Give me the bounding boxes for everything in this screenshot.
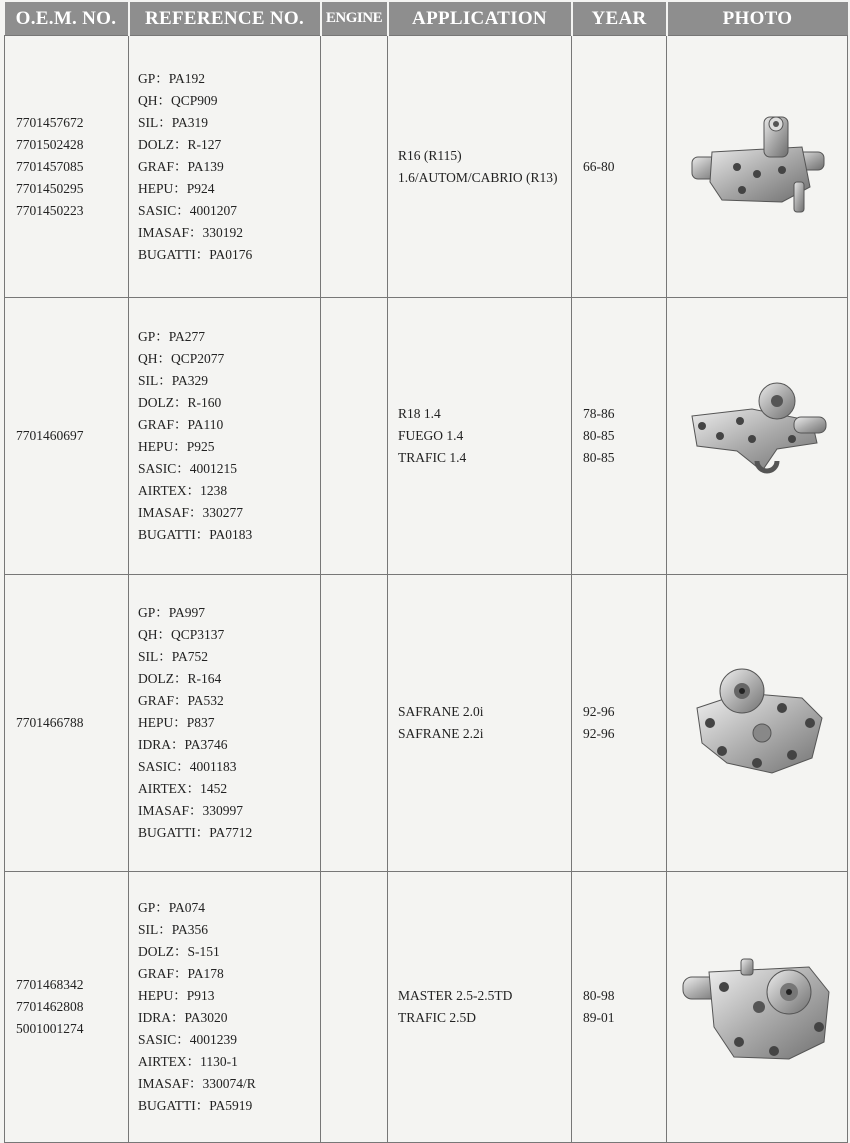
reference-entry: IMASAF：330074/R [138,1076,256,1091]
year-entry: 66-80 [583,158,615,174]
application-entry: R16 (R115) [398,147,462,163]
year-entry: 92-96 [583,704,615,719]
oem-cell [5,298,129,575]
water-pump-icon [682,663,832,783]
reference-entry: BUGATTI：PA7712 [138,825,253,840]
oem-number: 7701450223 [16,202,84,218]
reference-entry: IMASAF：330997 [138,803,244,818]
header-photo: PHOTO [667,2,848,36]
header-reference: REFERENCE NO. [129,2,321,36]
oem-number: 7701460697 [16,428,84,443]
table-row [5,298,848,575]
reference-entry: SASIC：4001183 [138,759,237,774]
water-pump-icon [682,112,832,222]
table-row [5,36,848,298]
application-entry: R18 1.4 [398,406,441,421]
oem-number: 5001001274 [16,1021,84,1036]
engine-cell [321,872,388,1143]
photo-cell [667,298,848,575]
reference-entry: IDRA：PA3746 [138,737,228,752]
reference-entry: SASIC：4001215 [138,461,238,476]
oem-number: 7701457672 [16,114,84,130]
reference-entry: GP：PA277 [138,329,206,344]
reference-entry: HEPU：P924 [138,180,215,196]
oem-number: 7701450295 [16,180,84,196]
application-entry: SAFRANE 2.2i [398,726,484,741]
catalog-table [4,2,848,1143]
year-entry: 78-86 [583,406,615,421]
year-entry: 92-96 [583,726,615,741]
header-engine: ENGINE [321,2,388,36]
year-cell [572,575,667,872]
engine-cell [321,298,388,575]
reference-entry: DOLZ：R-164 [138,671,222,686]
year-entry: 89-01 [583,1010,615,1025]
reference-entry: GRAF：PA110 [138,417,224,432]
year-entry: 80-85 [583,450,615,465]
photo-cell [667,575,848,872]
reference-entry: AIRTEX：1452 [138,781,228,796]
application-entry: TRAFIC 2.5D [398,1010,477,1025]
reference-cell [129,872,321,1143]
reference-entry: BUGATTI：PA0183 [138,527,253,542]
reference-entry: DOLZ：R-160 [138,395,222,410]
engine-cell [321,36,388,298]
reference-entry: DOLZ：S-151 [138,944,220,959]
header-application: APPLICATION [388,2,572,36]
reference-entry: SIL：PA319 [138,114,209,130]
oem-number: 7701466788 [16,715,84,730]
application-cell [388,575,572,872]
reference-entry: SASIC：4001239 [138,1032,238,1047]
oem-number: 7701457085 [16,158,84,174]
reference-entry: GP：PA074 [138,900,206,915]
reference-entry: QH：QCP2077 [138,351,225,366]
reference-entry: SIL：PA752 [138,649,209,664]
reference-cell [129,575,321,872]
reference-entry: BUGATTI：PA5919 [138,1098,253,1113]
reference-entry: GRAF：PA139 [138,158,224,174]
reference-entry: HEPU：P837 [138,715,215,730]
application-cell [388,298,572,575]
year-entry: 80-98 [583,988,615,1003]
reference-entry: GP：PA997 [138,605,206,620]
reference-entry: HEPU：P913 [138,988,215,1003]
reference-entry: SIL：PA329 [138,373,209,388]
reference-entry: IDRA：PA3020 [138,1010,228,1025]
reference-entry: QH：QCP3137 [138,627,225,642]
reference-entry: IMASAF：330277 [138,505,244,520]
application-entry: FUEGO 1.4 [398,428,464,443]
reference-entry: GRAF：PA532 [138,693,224,708]
table-row [5,872,848,1143]
year-cell [572,36,667,298]
reference-entry: GP：PA192 [138,70,206,86]
engine-cell [321,575,388,872]
reference-entry: QH：QCP909 [138,92,218,108]
oem-number: 7701502428 [16,136,84,152]
application-cell [388,36,572,298]
header-oem: O.E.M. NO. [5,2,129,36]
application-entry: TRAFIC 1.4 [398,450,467,465]
oem-cell [5,575,129,872]
photo-cell [667,872,848,1143]
reference-entry: AIRTEX：1238 [138,483,228,498]
header-year: YEAR [572,2,667,36]
reference-cell [129,36,321,298]
oem-cell [5,872,129,1143]
year-cell [572,872,667,1143]
oem-number: 7701462808 [16,999,84,1014]
reference-entry: SASIC：4001207 [138,202,238,218]
header-row [5,2,848,36]
reference-entry: IMASAF：330192 [138,224,244,240]
reference-entry: AIRTEX：1130-1 [138,1054,238,1069]
reference-entry: BUGATTI：PA0176 [138,246,253,262]
application-cell [388,872,572,1143]
oem-number: 7701468342 [16,977,84,992]
table-row [5,575,848,872]
application-entry: MASTER 2.5-2.5TD [398,988,513,1003]
year-cell [572,298,667,575]
year-entry: 80-85 [583,428,615,443]
oem-cell [5,36,129,298]
reference-entry: GRAF：PA178 [138,966,224,981]
reference-entry: SIL：PA356 [138,922,209,937]
water-pump-icon [682,381,832,491]
reference-cell [129,298,321,575]
water-pump-icon [679,947,835,1067]
reference-entry: HEPU：P925 [138,439,215,454]
application-entry: 1.6/AUTOM/CABRIO (R13) [398,169,558,185]
application-entry: SAFRANE 2.0i [398,704,484,719]
photo-cell [667,36,848,298]
reference-entry: DOLZ：R-127 [138,136,222,152]
